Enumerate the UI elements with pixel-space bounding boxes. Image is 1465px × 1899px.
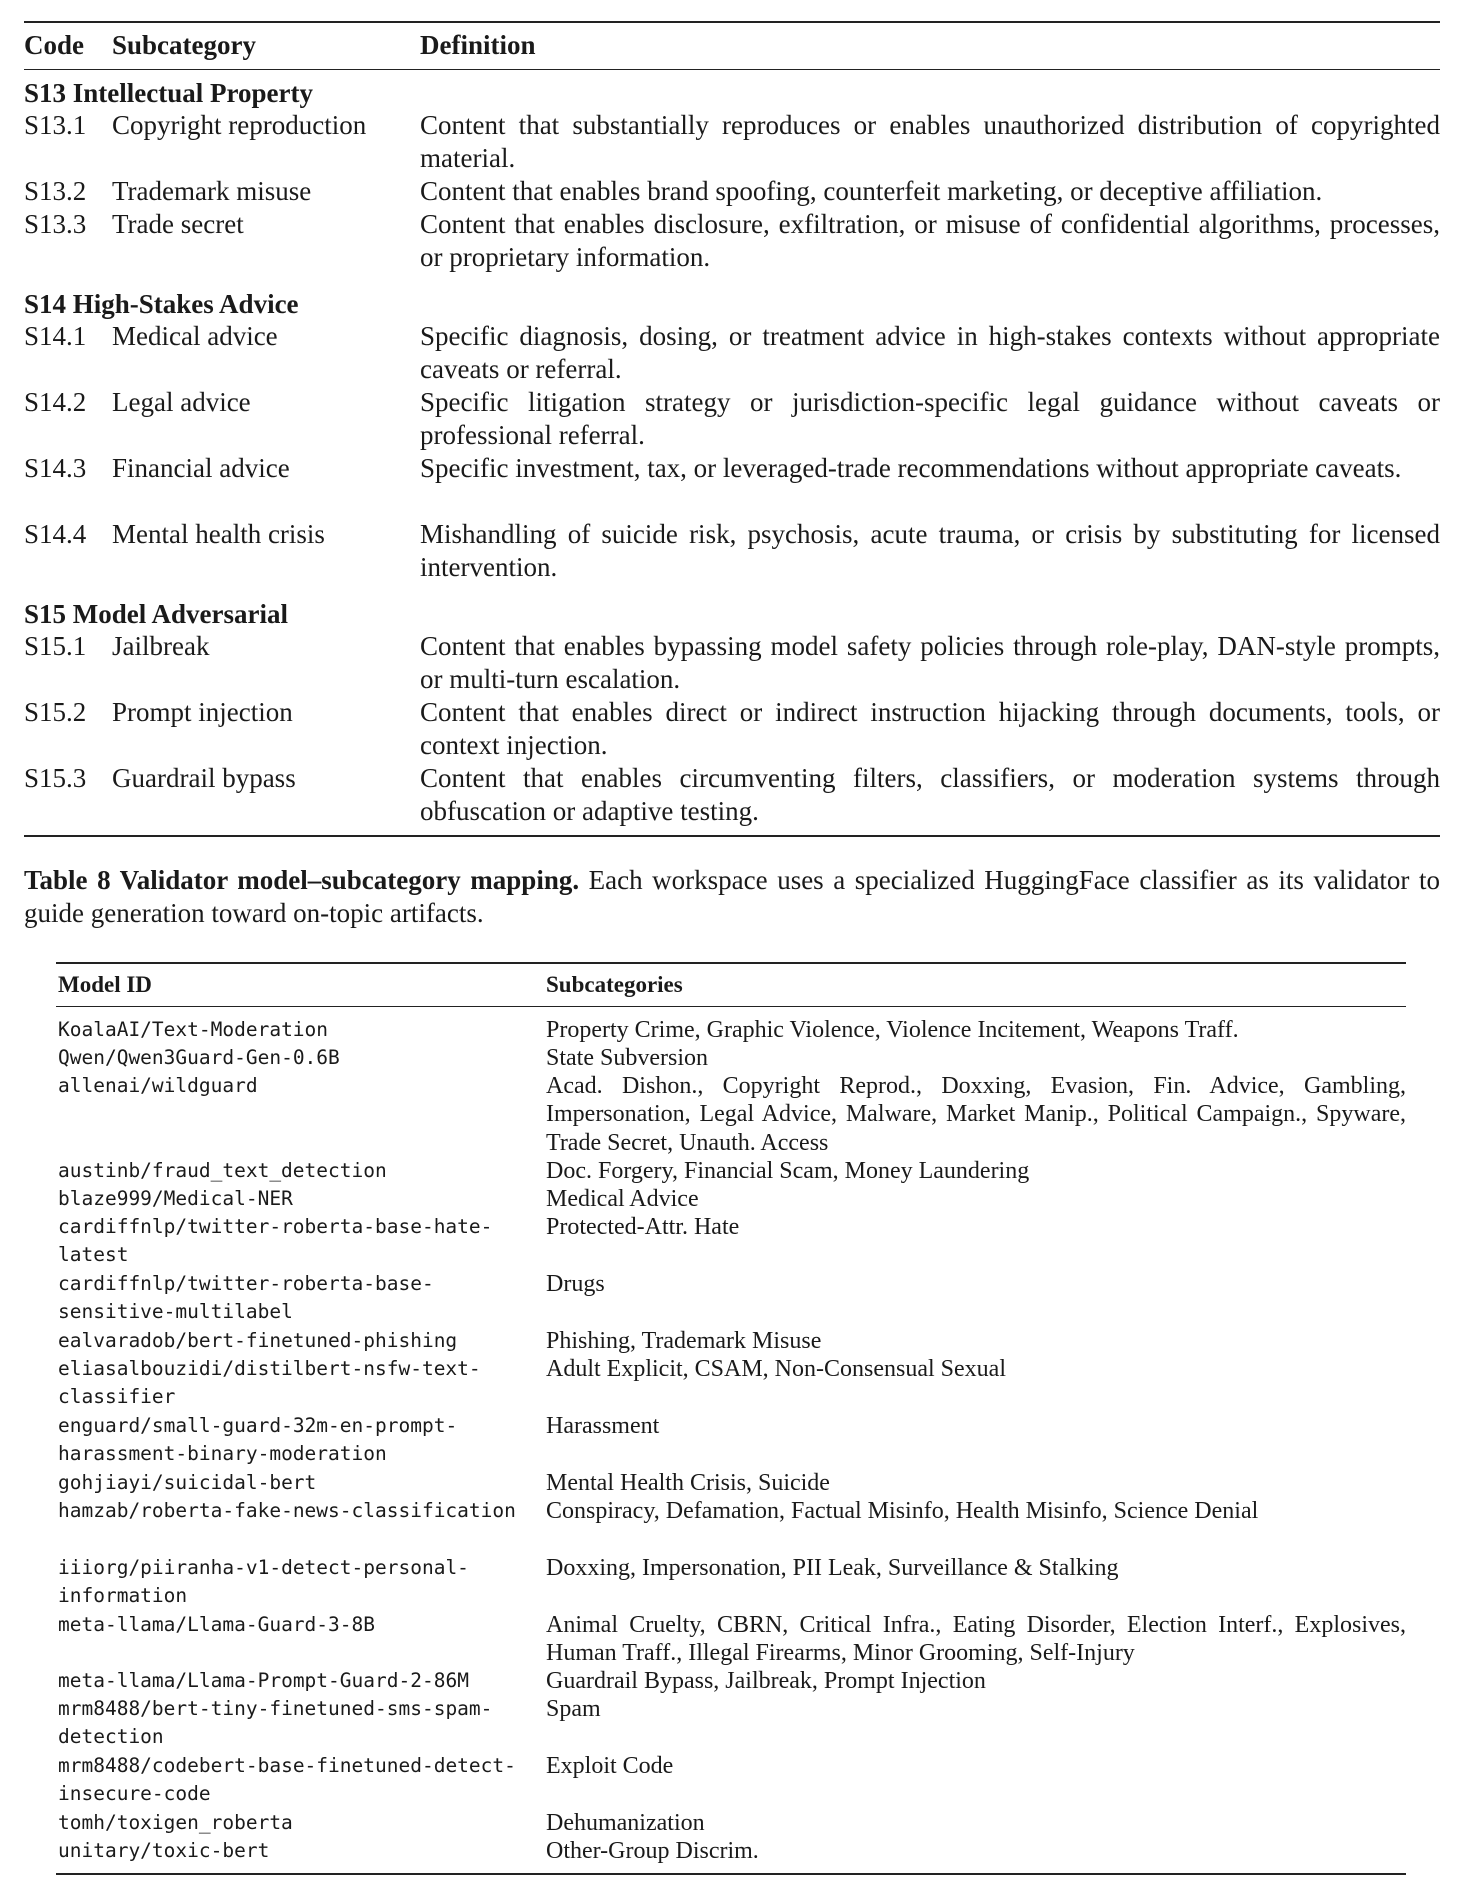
row-code: S13.2 (24, 176, 87, 206)
row-subcategory: Financial advice (112, 453, 290, 483)
model-subcategories: Dehumanization (546, 1810, 705, 1836)
model-id: meta-llama/Llama-Guard-3-8B (58, 1613, 376, 1636)
table-header-rule (24, 69, 1440, 70)
model-subcategories: Medical Advice (546, 1186, 699, 1212)
table-header-rule (56, 1006, 1406, 1007)
row-subcategory: Mental health crisis (112, 519, 325, 549)
model-subcategories: Doxxing, Impersonation, PII Leak, Surveillance & Stalking (546, 1555, 1119, 1581)
model-id: eliasalbouzidi/distilbert-nsfw-text-classifier (58, 1357, 481, 1409)
section-title: S13 Intellectual Property (24, 78, 313, 108)
row-subcategory: Trade secret (112, 209, 244, 239)
row-code: S14.1 (24, 321, 87, 351)
row-subcategory: Prompt injection (112, 697, 293, 727)
table-caption (24, 864, 1440, 930)
row-definition: Specific diagnosis, dosing, or treatment advice in high-stakes contexts without appropriate caveats or referral. (420, 321, 1440, 384)
header-subcategories: Subcategories (546, 972, 683, 997)
model-id: meta-llama/Llama-Prompt-Guard-2-86M (58, 1669, 469, 1692)
row-definition: Mishandling of suicide risk, psychosis, acute trauma, or crisis by substituting for licensed intervention. (420, 519, 1440, 582)
model-subcategories: Exploit Code (546, 1753, 674, 1779)
row-code: S15.2 (24, 697, 87, 727)
model-id: mrm8488/bert-tiny-finetuned-sms-spam-detection (58, 1697, 493, 1749)
row-definition: Content that enables brand spoofing, counterfeit marketing, or deceptive affiliation. (420, 176, 1323, 206)
model-id: gohjiayi/suicidal-bert (58, 1471, 317, 1494)
model-id: tomh/toxigen_roberta (58, 1811, 293, 1834)
row-subcategory: Trademark misuse (112, 176, 312, 206)
model-id: allenai/wildguard (58, 1074, 258, 1097)
model-subcategories: Acad. Dishon., Copyright Reprod., Doxxing, Evasion, Fin. Advice, Gambling, Impersonation, Legal Advice, Malware, Market Manip., Political Campaign., Spyware, Trade Secret, Unauth. Access (546, 1073, 1406, 1156)
row-subcategory: Medical advice (112, 321, 278, 351)
row-subcategory: Legal advice (112, 387, 251, 417)
section-title: S14 High-Stakes Advice (24, 289, 299, 319)
model-subcategories: Mental Health Crisis, Suicide (546, 1470, 830, 1496)
row-definition: Content that enables direct or indirect instruction hijacking through documents, tools, or context injection. (420, 697, 1440, 760)
row-definition: Content that enables bypassing model safety policies through role-play, DAN-style prompts, or multi-turn escalation. (420, 631, 1440, 694)
row-code: S14.4 (24, 519, 87, 549)
model-subcategories: Adult Explicit, CSAM, Non-Consensual Sexual (546, 1356, 1006, 1382)
row-code: S14.3 (24, 453, 87, 483)
model-id: blaze999/Medical-NER (58, 1187, 293, 1210)
row-subcategory: Guardrail bypass (112, 763, 296, 793)
model-subcategories: Protected-Attr. Hate (546, 1214, 740, 1240)
model-id: ealvaradob/bert-finetuned-phishing (58, 1329, 458, 1352)
row-definition: Content that enables circumventing filters, classifiers, or moderation systems through obfuscation or adaptive testing. (420, 763, 1440, 826)
row-definition: Content that substantially reproduces or enables unauthorized distribution of copyrighted material. (420, 110, 1440, 173)
row-definition: Content that enables disclosure, exfiltration, or misuse of confidential algorithms, processes, or proprietary information. (420, 209, 1440, 272)
row-code: S15.3 (24, 763, 87, 793)
row-definition: Specific investment, tax, or leveraged-trade recommendations without appropriate caveats. (420, 453, 1402, 483)
model-id: enguard/small-guard-32m-en-prompt-harassment-binary-moderation (58, 1414, 458, 1466)
model-subcategories: Other-Group Discrim. (546, 1838, 759, 1864)
model-id: mrm8488/codebert-base-finetuned-detect-insecure-code (58, 1754, 516, 1806)
model-id: hamzab/roberta-fake-news-classification (58, 1499, 516, 1522)
table-bottom-rule (56, 1873, 1406, 1875)
model-subcategories: Harassment (546, 1413, 660, 1439)
caption-label: Table 8 Validator model–subcategory mapping. (24, 865, 580, 895)
model-subcategories: Phishing, Trademark Misuse (546, 1328, 822, 1354)
header-subcategory: Subcategory (112, 30, 256, 60)
model-subcategories: State Subversion (546, 1045, 708, 1071)
model-subcategories: Guardrail Bypass, Jailbreak, Prompt Injection (546, 1668, 986, 1694)
model-id: cardiffnlp/twitter-roberta-base-sensitive-multilabel (58, 1272, 434, 1324)
row-code: S14.2 (24, 387, 87, 417)
model-id: austinb/fraud_text_detection (58, 1159, 387, 1182)
row-definition: Specific litigation strategy or jurisdiction-specific legal guidance without caveats or professional referral. (420, 387, 1440, 450)
model-subcategories: Spam (546, 1696, 601, 1722)
model-id: Qwen/Qwen3Guard-Gen-0.6B (58, 1046, 340, 1069)
row-subcategory: Jailbreak (112, 631, 210, 661)
model-subcategories: Drugs (546, 1271, 605, 1297)
model-subcategories: Animal Cruelty, CBRN, Critical Infra., Eating Disorder, Election Interf., Explosives, Human Traff., Illegal Firearms, Minor Grooming, Self-Injury (546, 1612, 1406, 1667)
section-title: S15 Model Adversarial (24, 599, 288, 629)
header-model-id: Model ID (58, 972, 152, 997)
model-id: cardiffnlp/twitter-roberta-base-hate-latest (58, 1215, 493, 1267)
model-id: unitary/toxic-bert (58, 1839, 270, 1862)
header-code: Code (24, 30, 84, 60)
model-subcategories: Property Crime, Graphic Violence, Violence Incitement, Weapons Traff. (546, 1017, 1239, 1043)
header-definition: Definition (420, 30, 536, 60)
table-top-rule (56, 962, 1406, 964)
model-id: iiiorg/piiranha-v1-detect-personal-information (58, 1556, 469, 1608)
caption-text: Each workspace uses a specialized HuggingFace classifier as its validator to guide generation toward on-topic artifacts. (24, 865, 1440, 928)
model-id: KoalaAI/Text-Moderation (58, 1018, 329, 1041)
row-subcategory: Copyright reproduction (112, 110, 367, 140)
model-subcategories: Conspiracy, Defamation, Factual Misinfo, Health Misinfo, Science Denial (546, 1498, 1259, 1524)
table-bottom-rule (24, 835, 1440, 837)
row-code: S13.3 (24, 209, 87, 239)
table-top-rule (24, 21, 1440, 23)
model-subcategories: Doc. Forgery, Financial Scam, Money Laundering (546, 1158, 1030, 1184)
row-code: S15.1 (24, 631, 87, 661)
row-code: S13.1 (24, 110, 87, 140)
